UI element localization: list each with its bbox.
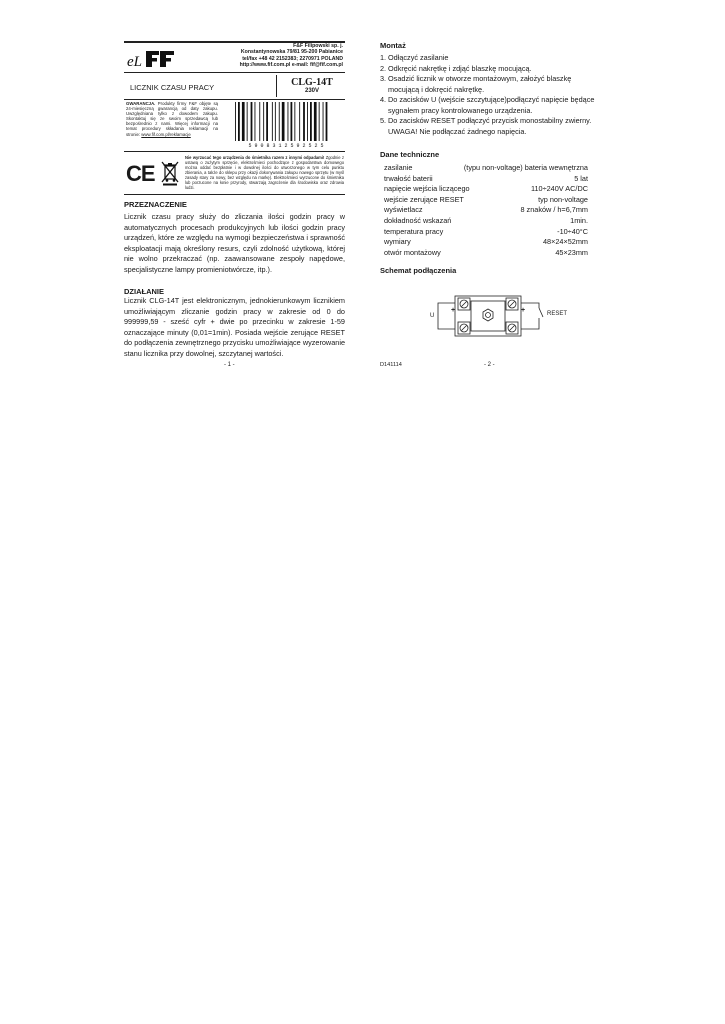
tech-value: 5 lat xyxy=(574,173,588,183)
ff-logo xyxy=(126,48,176,70)
divider xyxy=(124,99,345,100)
company-address: Konstantynowska 79/81 95-200 Pabianice xyxy=(240,49,343,56)
company-name: F&F Filipowski sp. j. xyxy=(293,43,343,49)
divider xyxy=(124,151,345,152)
tech-value: typ non-voltage xyxy=(538,194,588,204)
label-plus-left: + xyxy=(451,307,456,314)
tech-label: trwałość baterii xyxy=(384,173,433,183)
step-text: Do zacisków RESET podłączyć przycisk monostabilny zwierny. UWAGA! Nie podłączać żadnego napięcia. xyxy=(388,116,592,136)
barcode xyxy=(229,102,343,148)
section-text-operation: Licznik CLG-14T jest elektronicznym, jednokierunkowym licznikiem umożliwiającym zliczanie godzin pracy w zakresie od 0 do 999999,59 - sześć cyfr + dwie po przecinku w zakresie 1-59 oznaczające minuty (0,01=1min). Posiada wejście zerujące RESET do podłączenia zewnętrznego przycisku umożliwiające wyzerowanie stanu licznika przy dowolnej, szczytanej wartości. xyxy=(124,296,345,358)
tech-row xyxy=(384,174,588,185)
ce-mark: CE xyxy=(126,161,155,186)
nut-icon xyxy=(483,309,493,321)
company-web: http://www.fif.com.pl e-mail: fif@fif.com.pl xyxy=(239,61,343,68)
warranty-link[interactable]: www.fif.com.pl/reklamacje xyxy=(141,131,191,137)
divider xyxy=(124,72,345,73)
warranty-note xyxy=(126,101,218,137)
divider xyxy=(124,194,345,195)
reset-switch xyxy=(539,308,543,317)
tech-row xyxy=(384,195,588,206)
step-text: Do zacisków U (wejście szczytujące)podłączyć napięcie będące sygnałem pracy kontrolowanego urządzenia. xyxy=(388,95,595,115)
voltage-rating: 230V xyxy=(304,88,319,94)
wiring-diagram xyxy=(425,284,575,340)
step-number: 2. xyxy=(380,63,387,73)
step-text: Odkręcić nakrętkę i zdjąć blaszkę mocującą. xyxy=(388,63,532,73)
warranty-label: GWARANCJA. xyxy=(126,101,156,106)
label-u: U xyxy=(430,313,435,319)
document-id: D141114 xyxy=(380,362,402,368)
mounting-step xyxy=(380,74,602,95)
tech-data-table xyxy=(384,163,588,258)
section-heading-mounting: Montaż xyxy=(380,41,406,50)
step-text: Osadzić licznik w otworze montażowym, założyć blaszkę mocującą i dokręcić nakrętkę. xyxy=(388,74,572,94)
tech-label: zasilanie xyxy=(384,163,413,172)
tech-row xyxy=(384,205,588,216)
label-reset: RESET xyxy=(547,311,568,317)
tech-value: 110÷240V AC/DC xyxy=(530,184,588,194)
step-number: 5. xyxy=(380,116,387,125)
step-number: 3. xyxy=(380,74,387,83)
tech-value: 48×24×52mm xyxy=(542,237,588,247)
svg-text:eL: eL xyxy=(127,54,142,70)
disposal-text: Zgodnie z ustawą o zużytym sprzęcie, elektrośmieci pochodzące z gospodarstwa domowego można oddać bezpłatnie i w dowolnej ilości do utworzonego w tym celu punktu zbierania, a także do sklepu przy okazji dokonywania zakupu nowego sprzętu (w myśl zasady stary za nowy, bez względu na markę). Elektrośmieci wyrzucone do śmietnika lub porzucone na łonie przyrody, stwarzają zagrożenie dla środowiska oraz zdrowia ludzi. xyxy=(185,155,345,190)
tech-row xyxy=(384,237,588,248)
tech-value: 1min. xyxy=(570,215,588,225)
warranty-text: Produkty firmy F&F objęte są 24-miesięczną gwarancją od daty zakupu. Uwzględniana tylko z dowodem zakupu. Skontaktuj się ze swoim sprzedawcą lub bezpośrednio z nami. Więcej informacji na temat procedury składania reklamacji na stronie: xyxy=(126,101,218,137)
page-number: - 2 - xyxy=(484,362,495,368)
tech-value: 45×23mm xyxy=(555,247,588,257)
tech-row xyxy=(384,216,588,227)
section-text-purpose: Licznik czasu pracy służy do zliczania ilości godzin pracy w automatycznych procesach produkcyjnych lub ilości godzin pracy urządzeń, które ze względu na wymogi bezpieczeństwa i sprawność eksploatacji mają określony resurs, czyli zdolność użytkową, której nie wolno przekraczać (np. zaawansowane zespoły napędowe, specjalistyczne lampy promieniotwórcze, itp.). xyxy=(124,212,345,274)
label-plus-right: + xyxy=(521,307,526,314)
tech-row xyxy=(384,227,588,238)
tech-value: 8 znaków / h=6,7mm xyxy=(520,205,588,215)
mounting-step xyxy=(380,95,602,116)
device-center xyxy=(471,301,505,331)
tech-label: temperatura pracy xyxy=(384,226,444,236)
tech-label: otwór montażowy xyxy=(384,247,441,257)
section-heading-wiring: Schemat podłączenia xyxy=(380,266,457,275)
mounting-step xyxy=(380,116,602,137)
mounting-step xyxy=(380,53,602,64)
section-heading-operation: DZIAŁANIE xyxy=(124,287,164,296)
tech-value: (typu non-voltage) bateria wewnętrzna xyxy=(463,163,588,172)
tech-label: dokładność wskazań xyxy=(384,215,452,225)
section-heading-tech-data: Dane techniczne xyxy=(380,150,440,159)
disposal-notice xyxy=(185,155,344,190)
tech-row xyxy=(384,184,588,195)
section-heading-purpose: PRZEZNACZENIE xyxy=(124,200,187,209)
mounting-steps xyxy=(380,53,602,137)
tech-row xyxy=(384,163,588,174)
barcode-digits: 5 9 0 8 3 1 2 5 9 2 5 2 5 xyxy=(248,143,324,148)
reset-wire-bottom xyxy=(521,318,539,329)
tech-label: napięcie wejścia liczącego xyxy=(384,184,470,194)
crossed-bin-icon xyxy=(160,160,180,186)
step-text: Odłączyć zasilanie xyxy=(388,53,449,62)
product-name: LICZNIK CZASU PRACY xyxy=(130,83,215,92)
tech-label: wejście zerujące RESET xyxy=(384,194,464,204)
step-number: 4. xyxy=(380,95,387,104)
company-phone: tel/fax +48 42 2152383; 2270971 POLAND xyxy=(242,55,343,62)
tech-value: -10÷40°C xyxy=(557,226,588,236)
divider xyxy=(276,75,277,97)
company-info xyxy=(178,43,343,68)
disposal-warning: Nie wyrzucać tego urządzenia do śmietnika razem z innymi odpadami! xyxy=(185,155,325,160)
tech-label: wymiary xyxy=(384,237,411,247)
tech-label: wyświetlacz xyxy=(384,205,423,215)
device-body xyxy=(455,296,521,336)
tech-row xyxy=(384,248,588,259)
step-number: 1. xyxy=(380,53,387,62)
mounting-step xyxy=(380,64,602,75)
model-number: CLG-14T xyxy=(291,77,333,88)
page-number: - 1 - xyxy=(224,362,235,368)
